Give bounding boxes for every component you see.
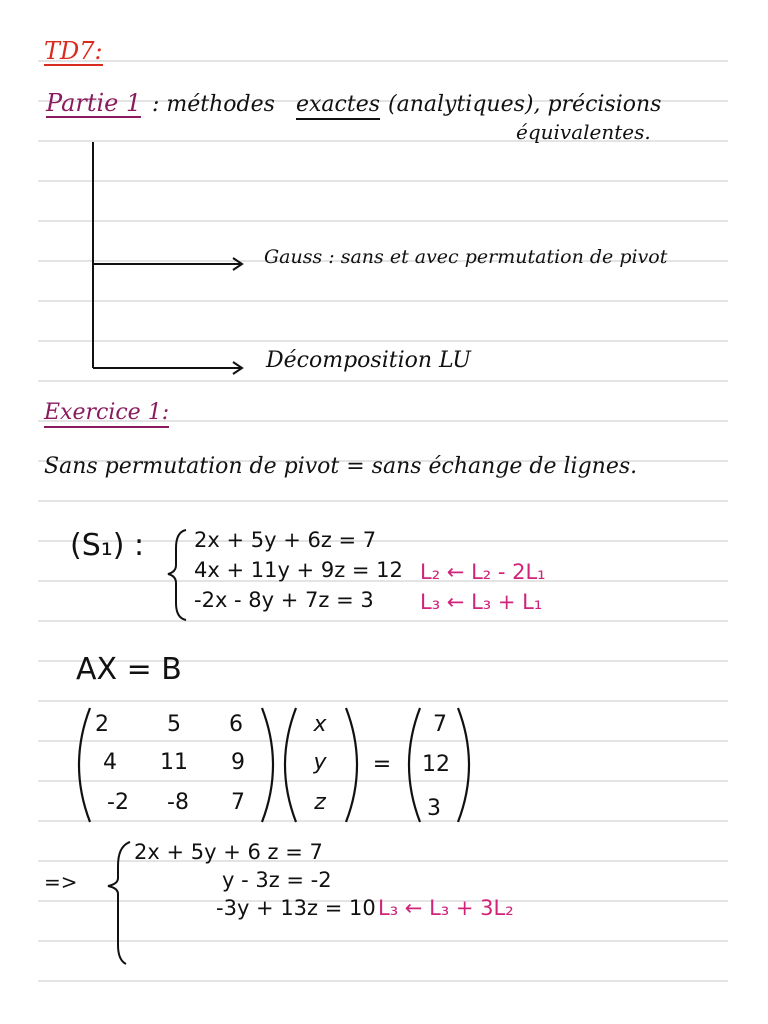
partie-text-d: équivalentes. <box>516 120 651 144</box>
partie-label: Partie 1 <box>46 89 142 117</box>
system-eq1: 2x + 5y + 6z = 7 <box>194 528 377 552</box>
matrix-a-cell: 4 <box>103 750 117 775</box>
system-eq2: 4x + 11y + 9z = 12 <box>194 558 403 582</box>
page-title: TD7: <box>44 37 103 65</box>
system-eq3: -2x - 8y + 7z = 3 <box>194 588 374 612</box>
system-brace <box>168 530 186 620</box>
matrix-equals-sign: = <box>372 752 392 777</box>
vector-b-cell: 12 <box>422 752 450 777</box>
matrix-a-cell: 2 <box>95 712 109 737</box>
matrix-a-cell: 6 <box>229 712 243 737</box>
vector-x-cell: z <box>314 790 326 815</box>
partie-text-c: (analytiques), précisions <box>388 92 662 117</box>
result-op3: L₃ ← L₃ + 3L₂ <box>378 896 514 920</box>
matrix-a-cell: 5 <box>167 712 181 737</box>
tree-diagram <box>93 142 242 374</box>
matrix-a-cell: 9 <box>231 750 245 775</box>
result-implies: => <box>44 870 78 894</box>
result-eq2: y - 3z = -2 <box>222 868 332 892</box>
partie-text-a: : méthodes <box>152 92 275 117</box>
result-eq1: 2x + 5y + 6 z = 7 <box>134 840 323 864</box>
vector-b-cell: 3 <box>427 796 441 821</box>
result-eq3: -3y + 13z = 10 <box>216 896 376 920</box>
matrix-a-cell: -2 <box>107 790 129 815</box>
vector-x-cell: y <box>313 750 327 775</box>
system-op3: L₃ ← L₃ + L₁ <box>420 590 543 614</box>
matrix-a-cell: 7 <box>231 790 245 815</box>
vector-x-cell: x <box>313 712 327 737</box>
system-op2: L₂ ← L₂ - 2L₁ <box>420 560 546 584</box>
result-brace <box>108 842 130 964</box>
tree-branch-lu: Décomposition LU <box>266 348 471 373</box>
system-label: (S₁) : <box>70 528 145 563</box>
exercice-intro: Sans permutation de pivot = sans échange de lignes. <box>44 454 638 479</box>
matrix-a-cell: -8 <box>167 790 189 815</box>
partie-text-exactes: exactes <box>296 92 380 120</box>
vector-b-cell: 7 <box>433 712 447 737</box>
matrix-a-cell: 11 <box>160 750 188 775</box>
tree-branch-gauss: Gauss : sans et avec permutation de pivot <box>264 246 668 268</box>
exercice-title: Exercice 1: <box>44 400 169 428</box>
axb-equation: AX = B <box>76 652 182 687</box>
